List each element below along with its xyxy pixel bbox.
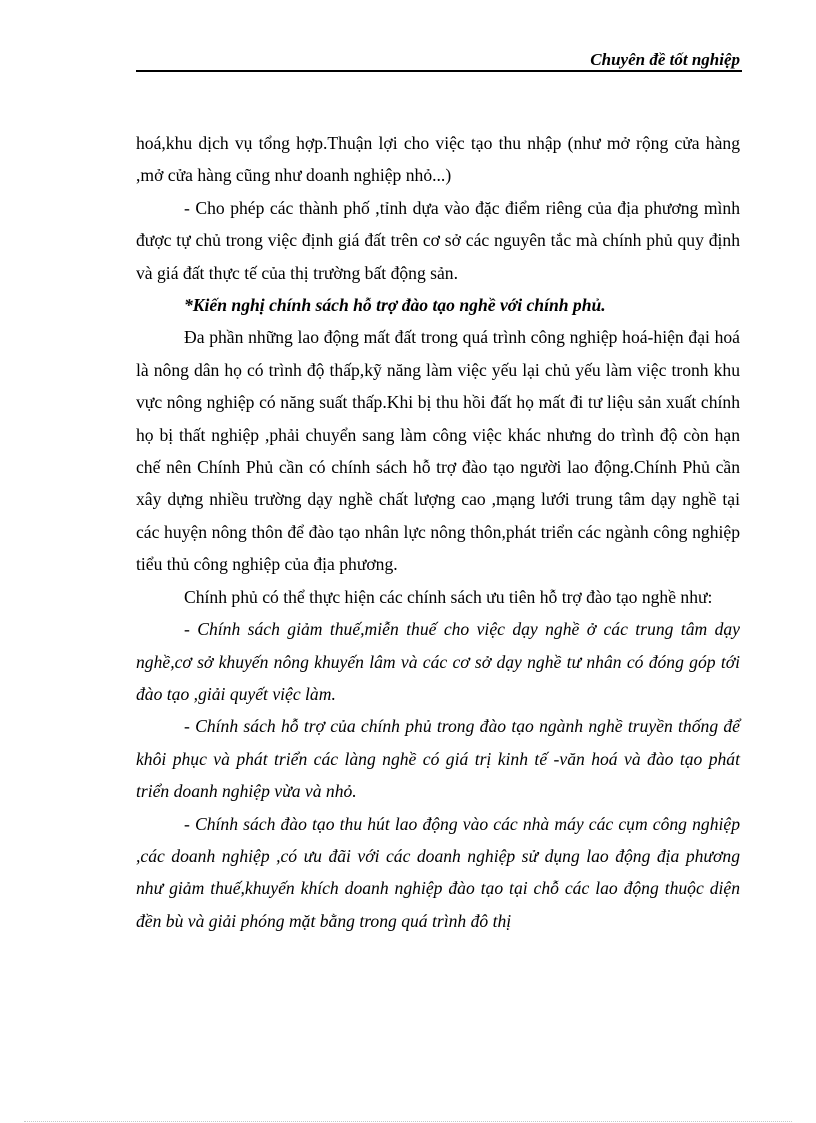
page-header bbox=[136, 46, 742, 72]
paragraph-craft-policy: - Chính sách hỗ trợ của chính phủ trong đào tạo ngành nghề truyền thống để khôi phục và phát triển các làng nghề có giá trị kinh tế -văn hoá và đào tạo phát triển doanh nghiệp vừa và nhỏ. bbox=[136, 716, 740, 802]
section-heading: *Kiến nghị chính sách hỗ trợ đào tạo nghề với chính phủ. bbox=[184, 295, 606, 316]
page-bottom-divider bbox=[24, 1121, 792, 1122]
paragraph-training-need: Đa phần những lao động mất đất trong quá trình công nghiệp hoá-hiện đại hoá là nông dân họ có trình độ thấp,kỹ năng làm việc yếu lại chủ yếu làm việc tronh khu vực nông nghiệp có năng suất thấp.Khi bị thu hồi đất họ mất đi tư liệu sản xuất chính họ bị thất nghiệp ,phải chuyển sang làm công việc khác nhưng do trình độ còn hạn chế nên Chính Phủ cần có chính sách hỗ trợ đào tạo người lao động.Chính Phủ cần xây dựng nhiều trường dạy nghề chất lượng cao ,mạng lưới trung tâm dạy nghề tại các huyện nông thôn để đào tạo nhân lực nông thôn,phát triển các ngành công nghiệp tiểu thủ công nghiệp của địa phương. bbox=[136, 327, 740, 575]
paragraph-policy-intro: Chính phủ có thể thực hiện các chính sách ưu tiên hỗ trợ đào tạo nghề như: bbox=[184, 586, 713, 607]
document-body bbox=[136, 127, 740, 937]
paragraph-land-pricing: - Cho phép các thành phố ,tỉnh dựa vào đặc điểm riêng của địa phương mình được tự chủ trong việc định giá đất trên cơ sở các nguyên tắc mà chính phủ quy định và giá đất thực tế của thị trường bất động sản. bbox=[136, 197, 740, 283]
paragraph-continuation: hoá,khu dịch vụ tổng hợp.Thuận lợi cho việc tạo thu nhập (như mở rộng cửa hàng ,mở cửa hàng cũng như doanh nghiệp nhỏ...) bbox=[136, 133, 740, 186]
paragraph-tax-policy: - Chính sách giảm thuế,miễn thuế cho việc dạy nghề ở các trung tâm dạy nghề,cơ sở khuyến nông khuyến lâm và các cơ sở dạy nghề tư nhân có đóng góp tới đào tạo ,giải quyết việc làm. bbox=[136, 619, 740, 704]
header-title: Chuyên đề tốt nghiệp bbox=[590, 50, 740, 69]
paragraph-labor-policy: - Chính sách đào tạo thu hút lao động vào các nhà máy các cụm công nghiệp ,các doanh nghiệp ,có ưu đãi với các doanh nghiệp sử dụng lao động địa phương như giảm thuế,khuyến khích doanh nghiệp đào tạo tại chỗ các lao động thuộc diện đền bù và giải phóng mặt bằng trong quá trình đô thị bbox=[136, 813, 740, 931]
